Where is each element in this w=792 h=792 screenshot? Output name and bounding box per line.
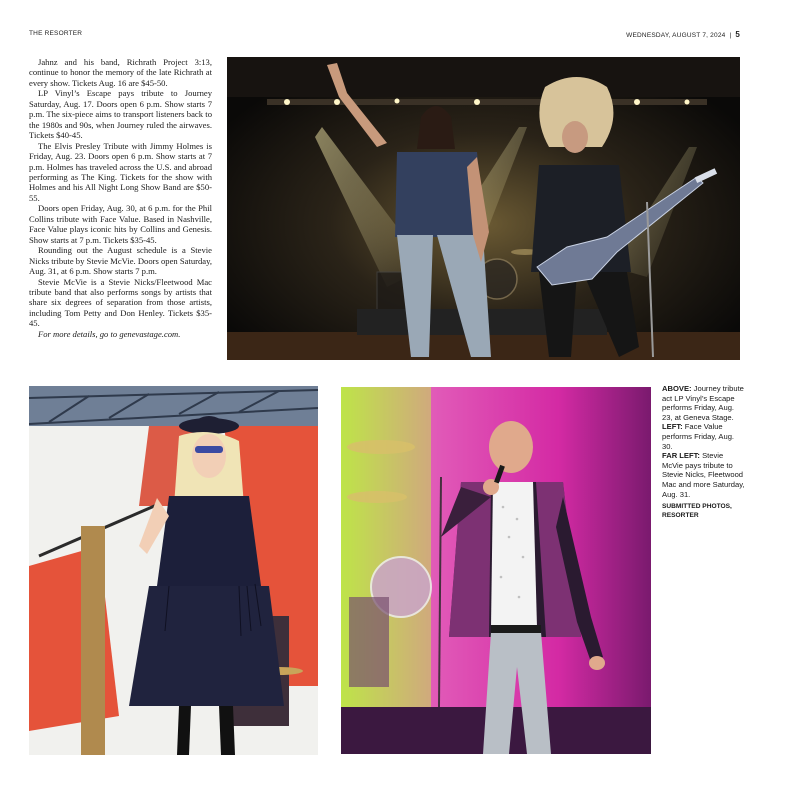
article-paragraph: Jahnz and his band, Richrath Project 3:13, continue to honor the memory of the late Richrath at every show. Tickets Aug. 16 are $45-50.	[29, 57, 212, 88]
article-paragraph: The Elvis Presley Tribute with Jimmy Holmes is Friday, Aug. 23. Doors open 6 p.m. Show starts at 7 p.m. Holmes has traveled across the U.S. and abroad performing as The King. Tickets for the show with Holmes and his All Night Long Show Band are $50-55.	[29, 140, 212, 203]
face-value-illustration	[341, 387, 651, 754]
caption-label: ABOVE:	[662, 384, 692, 393]
more-details-line: For more details, go to genevastage.com.	[38, 328, 181, 339]
caption-far-left	[662, 451, 746, 499]
caption-label: FAR LEFT:	[662, 451, 700, 461]
stevie-mcvie-illustration	[29, 386, 318, 755]
caption-text: Stevie McVie pays tribute to Stevie Nicks, Fleetwood Mac and more Saturday, Aug. 31.	[662, 451, 745, 499]
journey-tribute-photo	[227, 57, 740, 360]
photo-captions	[662, 384, 746, 520]
caption-text: Face Value performs Friday, Aug. 30.	[662, 422, 735, 451]
stevie-mcvie-photo	[29, 386, 318, 755]
caption-left	[662, 422, 746, 451]
header-separator: |	[729, 32, 732, 39]
page-header-right	[626, 30, 740, 39]
face-value-photo	[341, 387, 651, 754]
article-paragraph: Doors open Friday, Aug. 30, at 6 p.m. for the Phil Collins tribute with Face Value. Based in Nashville, Face Value plays iconic hits by Collins and Genesis. Show starts at 7 p.m. Tickets $35-45.	[29, 203, 212, 245]
journey-stage-illustration	[227, 57, 740, 360]
caption-label: LEFT:	[662, 422, 683, 432]
issue-date: WEDNESDAY, AUGUST 7, 2024	[626, 32, 726, 39]
photo-credit: SUBMITTED PHOTOS, RESORTER	[662, 503, 732, 519]
publication-name: THE RESORTER	[29, 30, 83, 37]
article-paragraph: Stevie McVie is a Stevie Nicks/Fleetwood Mac tribute band that also performs songs by artists that share six degrees of separation from those artists, including Tom Petty and Don Henley. Tickets $35-45.	[29, 276, 212, 329]
article-paragraph: Rounding out the August schedule is a Stevie Nicks tribute by Stevie McVie. Doors open Saturday, Aug. 31, at 6 p.m. Show starts 7 p.m.	[29, 245, 212, 277]
article-paragraph: LP Vinyl’s Escape pays tribute to Journey Saturday, Aug. 17. Doors open 6 p.m. Show starts 7 p.m. The six-piece aims to transport listeners back to the 1980s and 90s, when Journey ruled the airwaves. Tickets $40-45.	[29, 88, 212, 141]
caption-above	[662, 384, 746, 422]
caption-text: Journey tribute act LP Vinyl’s Escape performs Friday, Aug. 23, at Geneva Stage.	[662, 384, 744, 422]
article-body	[29, 57, 212, 339]
page-number: 5	[735, 30, 740, 39]
